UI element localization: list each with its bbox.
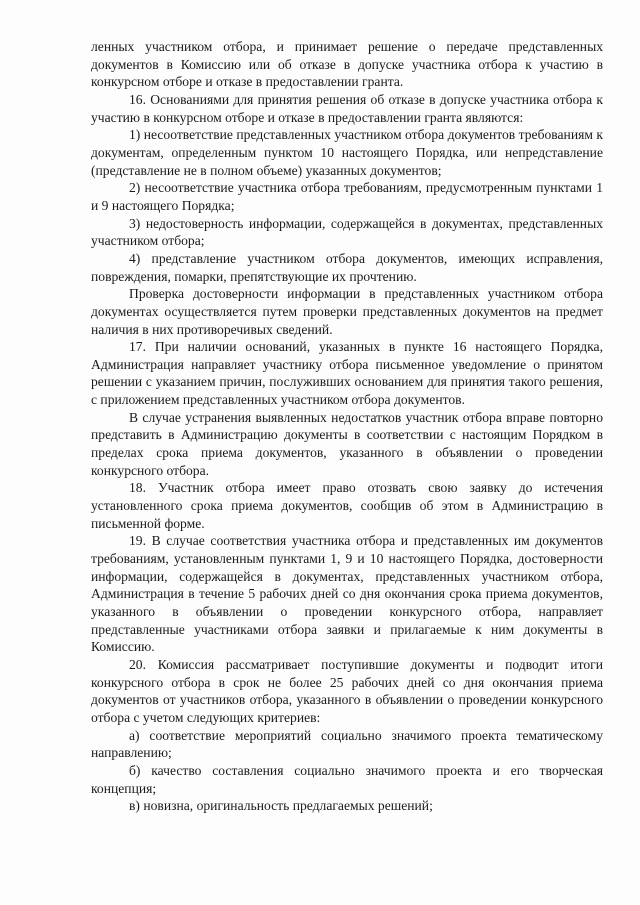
- paragraph-item-16: 16. Основаниями для принятия решения об отказе в допуске участника отбора к участию в конкурсном отборе и отказе в предоставлении гранта являются:: [91, 91, 603, 125]
- paragraph-subitem-1: 1) несоответствие представленных участником отбора документов требованиям к документам, определенным пунктом 10 настоящего Порядка, или непредставление (представление не в полном объеме) указанных документов;: [91, 127, 603, 178]
- paragraph-verification: Проверка достоверности информации в представленных участником отбора документах осуществляется путем проверки представленных документов на предмет наличия в них противоречивых сведений.: [91, 286, 603, 337]
- paragraph-subitem-2: 2) несоответствие участника отбора требованиям, предусмотренным пунктами 1 и 9 настоящего Порядка;: [91, 180, 603, 213]
- paragraph-criterion-b: б) качество составления социально значимого проекта и его творческая концепция;: [91, 762, 603, 796]
- paragraph-item-18: 18. Участник отбора имеет право отозвать свою заявку до истечения установленного срока приема документов, сообщив об этом в Администрацию в письменной форме.: [91, 480, 603, 531]
- paragraph-continuation: ленных участником отбора, и принимает решение о передаче представленных документов в Комиссию или об отказе в допуске участника отбора к участию в конкурсном отборе и отказе в предоставлении гранта.: [91, 39, 603, 90]
- paragraph-criterion-c: в) новизна, оригинальность предлагаемых решений;: [129, 798, 433, 814]
- document-body: [91, 38, 603, 815]
- paragraph-subitem-4: 4) представление участником отбора документов, имеющих исправления, повреждения, помарки, препятствующие их прочтению.: [91, 250, 603, 284]
- paragraph-item-19: 19. В случае соответствия участника отбора и представленных им документов требованиям, установленным пунктами 1, 9 и 10 настоящего Порядка, достоверности информации, содержащейся в документах, представленных участником отбора, Администрация в течение 5 рабочих дней со дня окончания срока приема документов, указанного в объявлении о проведении конкурсного отбора, направляет представленные участниками отбора заявки и прилагаемые к ним документы в Комиссию.: [91, 533, 603, 655]
- paragraph-subitem-3: 3) недостоверность информации, содержащейся в документах, представленных участником отбора;: [91, 215, 603, 249]
- paragraph-criterion-a: а) соответствие мероприятий социально значимого проекта тематическому направлению;: [91, 727, 603, 761]
- paragraph-item-20: 20. Комиссия рассматривает поступившие документы и подводит итоги конкурсного отбора в срок не более 25 рабочих дней со дня окончания приема документов от участников отбора, указанного в объявлении о проведении конкурсного отбора с учетом следующих критериев:: [91, 656, 603, 725]
- paragraph-item-17: 17. При наличии оснований, указанных в пункте 16 настоящего Порядка, Администрация направляет участнику отбора письменное уведомление о принятом решении с указанием причин, послуживших основанием для принятия такого решения, с приложением представленных участником отбора документов.: [91, 339, 603, 408]
- paragraph-remedy: В случае устранения выявленных недостатков участник отбора вправе повторно представить в Администрацию документы в соответствии с настоящим Порядком в пределах срока приема документов, указанного в объявлении о проведении конкурсного отбора.: [91, 409, 603, 478]
